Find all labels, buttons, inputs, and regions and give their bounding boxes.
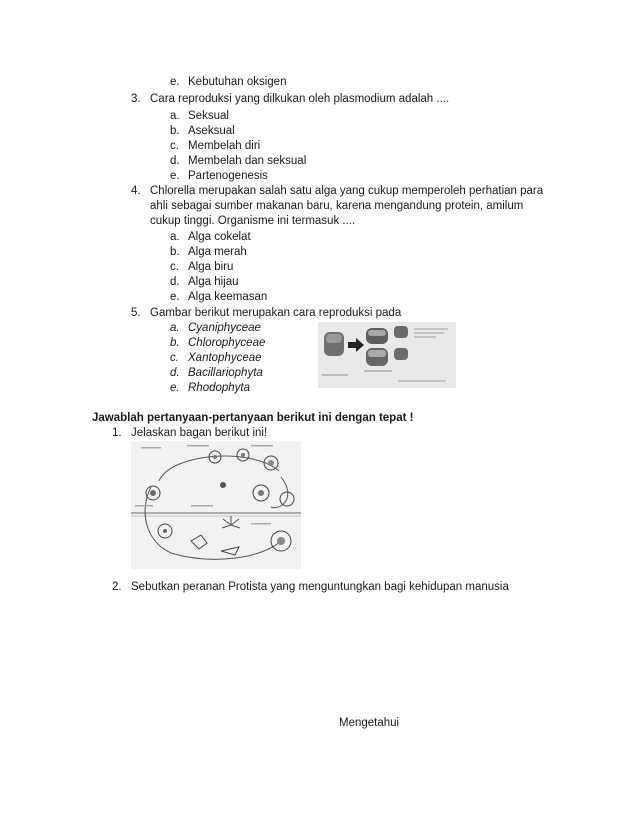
question-number: 1. — [112, 427, 122, 439]
option-text: Seksual — [188, 110, 229, 122]
option-text: Cyaniphyceae — [188, 322, 261, 334]
life-cycle-diagram — [131, 441, 301, 569]
option-text: Aseksual — [188, 125, 235, 137]
option-letter: e. — [170, 76, 180, 88]
option-text: Chlorophyceae — [188, 337, 266, 349]
essay-question-2-text: Sebutkan peranan Protista yang menguntungkan bagi kehidupan manusia — [131, 581, 509, 593]
option-letter: a. — [170, 322, 180, 334]
option-text: Membelah diri — [188, 140, 261, 152]
question-number: 5. — [131, 307, 141, 319]
option-text: Alga hijau — [188, 276, 239, 288]
option-text: Alga cokelat — [188, 231, 251, 243]
option-text: Rhodophyta — [188, 382, 251, 394]
question-number: 2. — [112, 581, 122, 593]
option-text: Bacillariophyta — [188, 367, 263, 379]
essay-heading: Jawablah pertanyaan-pertanyaan berikut ini dengan tepat ! — [92, 412, 414, 424]
option-text: Alga merah — [188, 246, 247, 258]
option-letter: c. — [170, 140, 179, 152]
option-letter: d. — [170, 367, 180, 379]
option-letter: c. — [170, 352, 179, 364]
reproduction-figure — [318, 322, 456, 388]
option-text: Alga keemasan — [188, 291, 268, 303]
option-text: Kebutuhan oksigen — [188, 76, 287, 88]
option-text: Xantophyceae — [188, 352, 262, 364]
option-text: Partenogenesis — [188, 170, 268, 182]
signature-label: Mengetahui — [339, 717, 400, 729]
option-letter: d. — [170, 276, 180, 288]
option-letter: d. — [170, 155, 180, 167]
option-letter: b. — [170, 246, 180, 258]
option-letter: e. — [170, 170, 180, 182]
option-letter: c. — [170, 261, 179, 273]
option-text: Alga biru — [188, 261, 234, 273]
option-letter: b. — [170, 125, 180, 137]
question-4-text-line: cukup tinggi. Organisme ini termasuk .... — [150, 215, 356, 227]
question-4-text-line: Chlorella merupakan salah satu alga yang cukup memperoleh perhatian para — [150, 185, 544, 197]
question-number: 4. — [131, 185, 141, 197]
option-text: Membelah dan seksual — [188, 155, 307, 167]
option-letter: a. — [170, 231, 180, 243]
option-letter: a. — [170, 110, 180, 122]
option-letter: e. — [170, 382, 180, 394]
option-letter: b. — [170, 337, 180, 349]
question-4-text-line: ahli sebagai sumber makanan baru, karena mengandung protein, amilum — [150, 200, 524, 212]
question-5-text: Gambar berikut merupakan cara reproduksi pada — [150, 307, 402, 319]
question-number: 3. — [131, 93, 141, 105]
essay-question-1-text: Jelaskan bagan berikut ini! — [131, 427, 268, 439]
question-3-text: Cara reproduksi yang dilkukan oleh plasmodium adalah .... — [150, 93, 450, 105]
option-letter: e. — [170, 291, 180, 303]
